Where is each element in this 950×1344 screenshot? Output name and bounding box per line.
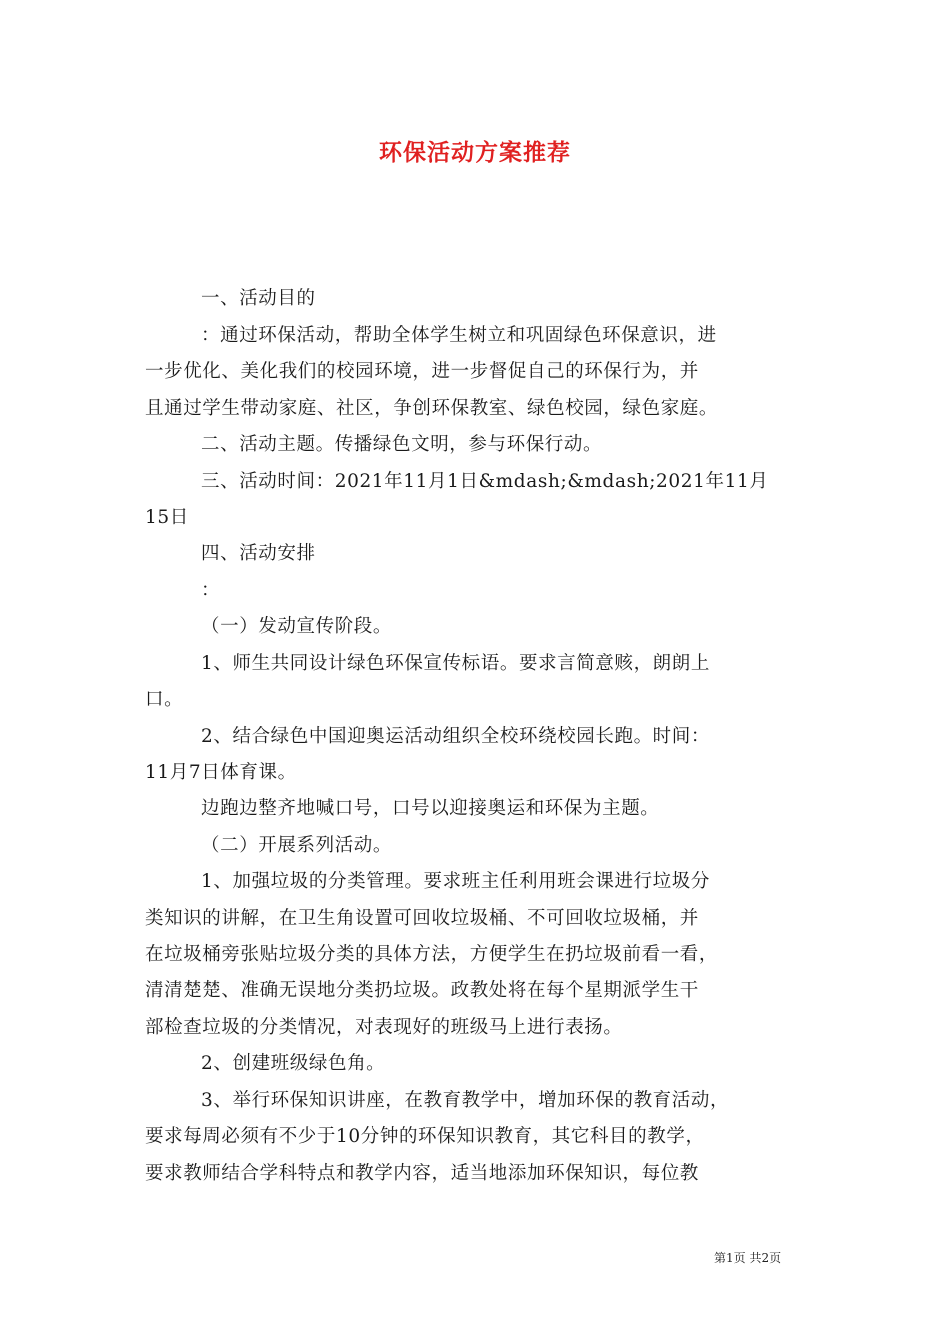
subsection-heading: （一）发动宣传阶段。: [201, 616, 393, 637]
section-heading-theme: 二、活动主题。传播绿色文明，参与环保行动。: [201, 434, 603, 455]
paragraph-line: 且通过学生带动家庭、社区，争创环保教室、绿色校园，绿色家庭。: [145, 398, 719, 419]
page-number: 第1页 共2页: [714, 1251, 782, 1265]
paragraph-line: 3、举行环保知识讲座，在教育教学中，增加环保的教育活动，: [201, 1090, 730, 1111]
paragraph-line: 11月7日体育课。: [145, 762, 297, 783]
paragraph-line: 口。: [145, 689, 184, 710]
paragraph-line: 要求教师结合学科特点和教学内容，适当地添加环保知识，每位教: [145, 1163, 699, 1184]
section-heading-arrangement: 四、活动安排: [201, 543, 316, 564]
paragraph-line: 1、师生共同设计绿色环保宣传标语。要求言简意赅，朗朗上: [201, 653, 710, 674]
section-heading-time: 三、活动时间：2021年11月1日&mdash;&mdash;2021年11月: [201, 471, 769, 492]
paragraph-line: 2、结合绿色中国迎奥运活动组织全校环绕校园长跑。时间：: [201, 726, 710, 747]
paragraph-line: 类知识的讲解，在卫生角设置可回收垃圾桶、不可回收垃圾桶，并: [145, 908, 699, 929]
paragraph-line: 在垃圾桶旁张贴垃圾分类的具体方法，方便学生在扔垃圾前看一看，: [145, 944, 719, 965]
paragraph-line: 2、创建班级绿色角。: [201, 1053, 386, 1074]
paragraph-line: 要求每周必须有不少于10分钟的环保知识教育，其它科目的教学，: [145, 1126, 705, 1147]
paragraph-line: ：: [201, 580, 221, 601]
paragraph-line: 1、加强垃圾的分类管理。要求班主任利用班会课进行垃圾分: [201, 871, 710, 892]
subsection-heading: （二）开展系列活动。: [201, 835, 393, 856]
paragraph-line: 清清楚楚、准确无误地分类扔垃圾。政教处将在每个星期派学生干: [145, 980, 699, 1001]
section-heading-purpose: 一、活动目的: [201, 288, 316, 309]
paragraph-line: 一步优化、美化我们的校园环境，进一步督促自己的环保行为，并: [145, 361, 699, 382]
paragraph-line: 15日: [145, 507, 189, 528]
paragraph-line: 边跑边整齐地喊口号，口号以迎接奥运和环保为主题。: [201, 798, 660, 819]
paragraph-line: ：通过环保活动，帮助全体学生树立和巩固绿色环保意识，进: [201, 325, 717, 346]
paragraph-line: 部检查垃圾的分类情况，对表现好的班级马上进行表扬。: [145, 1017, 623, 1038]
document-title: 环保活动方案推荐: [379, 139, 571, 166]
